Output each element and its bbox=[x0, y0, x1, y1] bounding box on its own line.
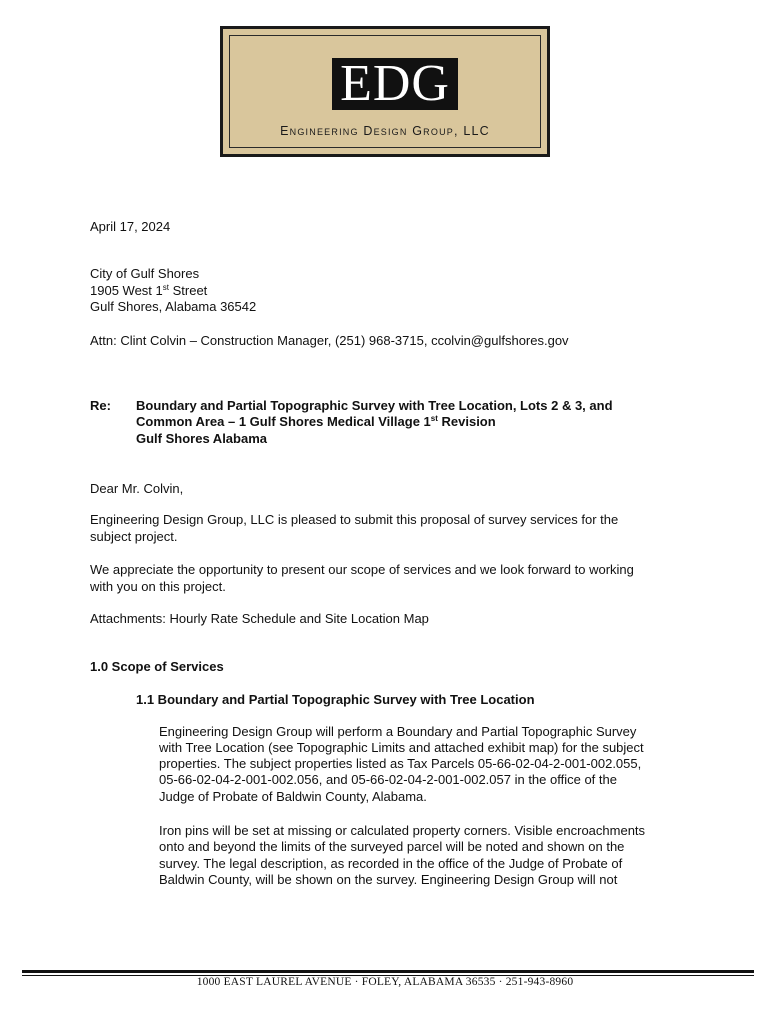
paragraph-line: with Tree Location (see Topographic Limits and attached exhibit map) for the subject bbox=[159, 740, 644, 755]
logo-company-name: Engineering Design Group, LLC bbox=[280, 124, 490, 138]
paragraph-line: Baldwin County, will be shown on the survey. Engineering Design Group will not bbox=[159, 872, 618, 887]
paragraph-line: Engineering Design Group will perform a Boundary and Partial Topographic Survey bbox=[159, 724, 637, 739]
recipient-street-suffix: Street bbox=[169, 283, 208, 298]
section-heading: 1.0 Scope of Services bbox=[90, 659, 224, 674]
paragraph-line: We appreciate the opportunity to present our scope of services and we look forward to working bbox=[90, 562, 634, 577]
recipient-attn: Attn: Clint Colvin – Construction Manager, (251) 968-3715, ccolvin@gulfshores.gov bbox=[90, 333, 569, 348]
paragraph-line: Engineering Design Group, LLC is pleased to submit this proposal of survey services for the bbox=[90, 512, 619, 527]
paragraph-line: Judge of Probate of Baldwin County, Alabama. bbox=[159, 789, 427, 804]
letter-date: April 17, 2024 bbox=[90, 219, 171, 234]
re-line-2-text: Common Area – 1 Gulf Shores Medical Village 1 bbox=[136, 414, 431, 429]
re-line-2-suffix: Revision bbox=[437, 414, 496, 429]
attachments-line: Attachments: Hourly Rate Schedule and Site Location Map bbox=[90, 611, 429, 626]
recipient-city: Gulf Shores, Alabama 36542 bbox=[90, 299, 257, 314]
recipient-street bbox=[90, 283, 207, 299]
logo-frame bbox=[229, 35, 541, 148]
logo-mark: EDG bbox=[332, 58, 458, 110]
re-line-3: Gulf Shores Alabama bbox=[136, 431, 267, 446]
re-label: Re: bbox=[90, 398, 111, 413]
footer-address: 1000 EAST LAUREL AVENUE · FOLEY, ALABAMA 36535 · 251-943-8960 bbox=[196, 976, 574, 988]
footer-rule-thick bbox=[22, 970, 754, 973]
paragraph-line: properties. The subject properties listed as Tax Parcels 05-66-02-04-2-001-002.055, bbox=[159, 756, 642, 771]
recipient-org: City of Gulf Shores bbox=[90, 266, 200, 281]
re-line-1: Boundary and Partial Topographic Survey with Tree Location, Lots 2 & 3, and bbox=[136, 398, 613, 413]
recipient-street-sup: st bbox=[162, 283, 169, 292]
company-logo bbox=[220, 26, 550, 157]
paragraph-line: subject project. bbox=[90, 529, 178, 544]
paragraph-line: 05-66-02-04-2-001-002.056, and 05-66-02-04-2-001-002.057 in the office of the bbox=[159, 772, 617, 787]
paragraph-line: onto and beyond the limits of the surveyed parcel will be noted and shown on the bbox=[159, 839, 625, 854]
recipient-street-text: 1905 West 1 bbox=[90, 283, 163, 298]
re-line-2 bbox=[136, 414, 496, 430]
re-line-2-sup: st bbox=[430, 414, 438, 423]
subsection-heading: 1.1 Boundary and Partial Topographic Survey with Tree Location bbox=[136, 692, 535, 707]
paragraph-line: survey. The legal description, as recorded in the office of the Judge of Probate of bbox=[159, 856, 623, 871]
paragraph-line: with you on this project. bbox=[90, 579, 226, 594]
paragraph-line: Iron pins will be set at missing or calculated property corners. Visible encroachments bbox=[159, 823, 646, 838]
salutation: Dear Mr. Colvin, bbox=[90, 481, 184, 496]
